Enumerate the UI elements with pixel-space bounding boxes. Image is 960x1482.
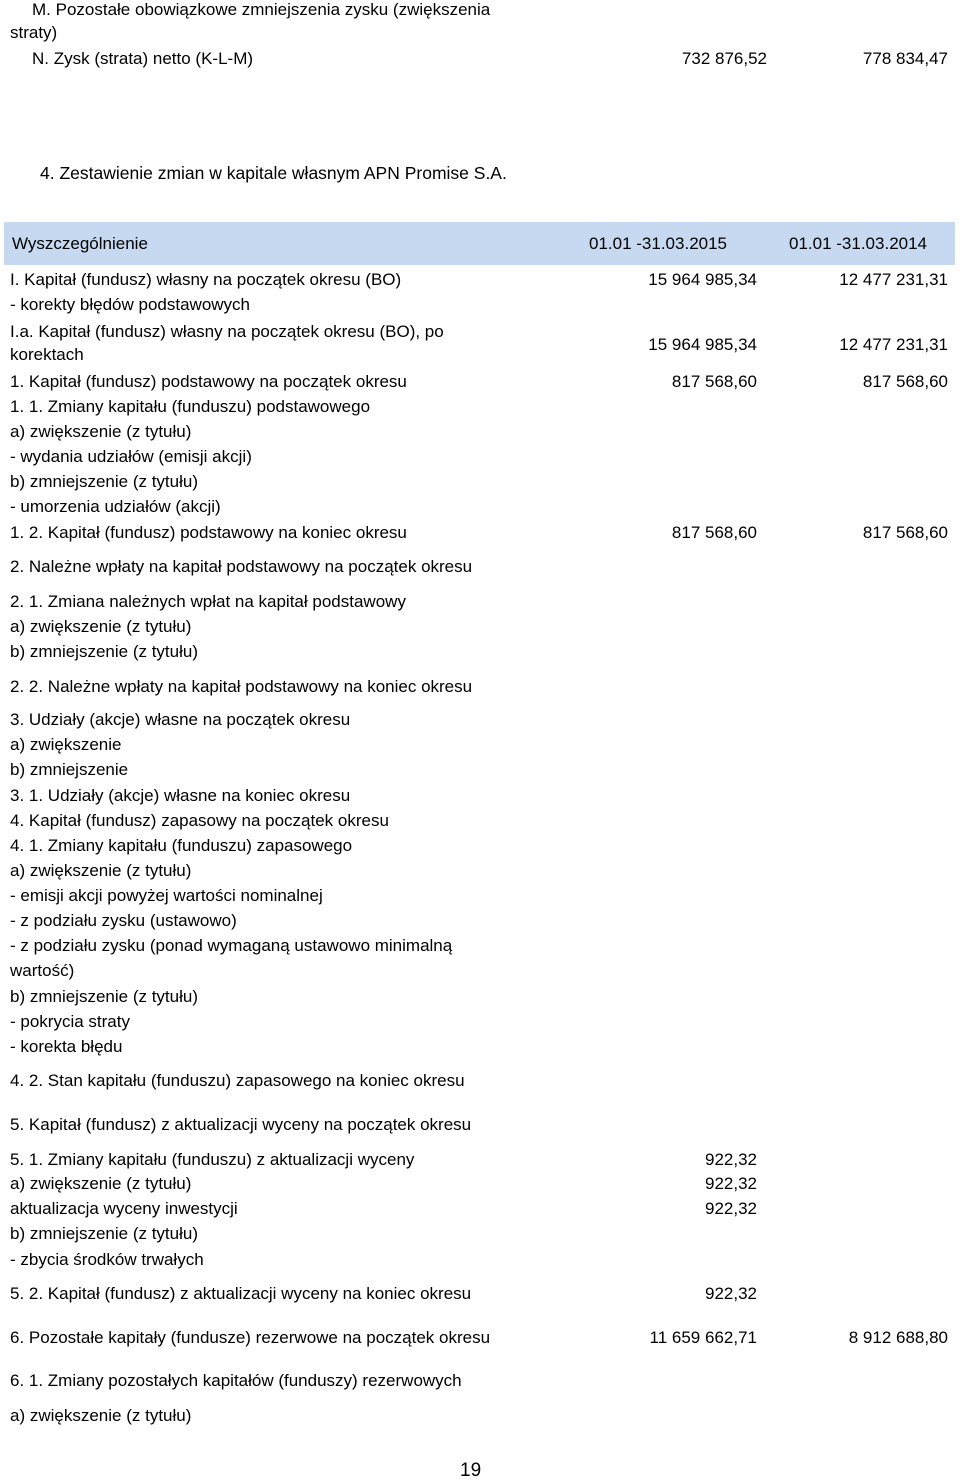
row-label: - korekta błędu: [10, 1037, 123, 1056]
row-label: 5. Kapitał (fundusz) z aktualizacji wyceny na początek okresu: [10, 1115, 472, 1134]
row-label: korektach: [10, 345, 84, 364]
row-label: 2. 1. Zmiana należnych wpłat na kapitał podstawowy: [10, 592, 406, 611]
net-profit-2015: 732 876,52: [681, 49, 767, 68]
row-label: a) zwiększenie (z tytułu): [10, 617, 192, 636]
header-col-2014: 01.01 -31.03.2014: [789, 234, 928, 253]
row-label: b) zmniejszenie (z tytułu): [10, 642, 199, 661]
row-label: 5. 2. Kapitał (fundusz) z aktualizacji wyceny na koniec okresu: [10, 1284, 472, 1303]
row-label: b) zmniejszenie (z tytułu): [10, 1224, 199, 1243]
row-label: 2. Należne wpłaty na kapitał podstawowy na początek okresu: [10, 557, 473, 576]
header-label: Wyszczególnienie: [12, 234, 148, 253]
line-m-label-cont: straty): [10, 23, 58, 42]
value-2015: 922,32: [705, 1199, 757, 1218]
value-2014: 12 477 231,31: [839, 270, 948, 289]
row-label: - z podziału zysku (ponad wymaganą ustawowo minimalną: [10, 936, 453, 955]
value-2014: 8 912 688,80: [848, 1328, 948, 1347]
value-2015: 15 964 985,34: [648, 335, 757, 354]
row-label: - pokrycia straty: [10, 1012, 130, 1031]
row-label: 4. Kapitał (fundusz) zapasowy na początek okresu: [10, 811, 389, 830]
row-label: - z podziału zysku (ustawowo): [10, 911, 237, 930]
row-label: a) zwiększenie (z tytułu): [10, 422, 192, 441]
row-label: I.a. Kapitał (fundusz) własny na początek okresu (BO), po: [10, 322, 444, 341]
row-label: 5. 1. Zmiany kapitału (funduszu) z aktualizacji wyceny: [10, 1150, 415, 1169]
value-2015: 817 568,60: [671, 523, 757, 542]
row-label: 3. 1. Udziały (akcje) własne na koniec okresu: [10, 786, 351, 805]
row-label: b) zmniejszenie (z tytułu): [10, 472, 199, 491]
row-label: 1. Kapitał (fundusz) podstawowy na początek okresu: [10, 372, 407, 391]
row-label: a) zwiększenie (z tytułu): [10, 1174, 192, 1193]
net-profit-label: N. Zysk (strata) netto (K-L-M): [32, 49, 254, 68]
row-label: aktualizacja wyceny inwestycji: [10, 1199, 238, 1218]
row-label: I. Kapitał (fundusz) własny na początek okresu (BO): [10, 270, 402, 289]
row-label: 1. 1. Zmiany kapitału (funduszu) podstawowego: [10, 397, 371, 416]
page-number: 19: [460, 1460, 482, 1481]
line-m-label: M. Pozostałe obowiązkowe zmniejszenia zysku (zwiększenia: [32, 0, 491, 19]
value-2014: 817 568,60: [862, 523, 948, 542]
net-profit-2014: 778 834,47: [862, 49, 948, 68]
row-label: - umorzenia udziałów (akcji): [10, 497, 221, 516]
row-label: 4. 2. Stan kapitału (funduszu) zapasowego na koniec okresu: [10, 1071, 465, 1090]
row-label: a) zwiększenie (z tytułu): [10, 861, 192, 880]
row-label: 3. Udziały (akcje) własne na początek okresu: [10, 710, 351, 729]
row-label: - zbycia środków trwałych: [10, 1250, 204, 1269]
value-2015: 11 659 662,71: [649, 1328, 757, 1347]
value-2015: 922,32: [705, 1174, 757, 1193]
row-label: - wydania udziałów (emisji akcji): [10, 447, 252, 466]
row-label: - korekty błędów podstawowych: [10, 295, 251, 314]
row-label: 2. 2. Należne wpłaty na kapitał podstawowy na koniec okresu: [10, 677, 473, 696]
table-header: [4, 222, 955, 265]
row-label: 1. 2. Kapitał (fundusz) podstawowy na koniec okresu: [10, 523, 407, 542]
value-2015: 922,32: [705, 1150, 757, 1169]
row-label: - emisji akcji powyżej wartości nominalnej: [10, 886, 323, 905]
row-label: 6. 1. Zmiany pozostałych kapitałów (funduszy) rezerwowych: [10, 1371, 462, 1390]
row-label: 6. Pozostałe kapitały (fundusze) rezerwowe na początek okresu: [10, 1328, 491, 1347]
row-label: b) zmniejszenie (z tytułu): [10, 987, 199, 1006]
value-2014: 12 477 231,31: [839, 335, 948, 354]
value-2015: 817 568,60: [671, 372, 757, 391]
section-heading: 4. Zestawienie zmian w kapitale własnym APN Promise S.A.: [40, 163, 507, 183]
row-label: wartość): [10, 961, 75, 980]
row-label: b) zmniejszenie: [10, 760, 129, 779]
value-2015: 922,32: [705, 1284, 757, 1303]
row-label: a) zwiększenie (z tytułu): [10, 1406, 192, 1425]
value-2015: 15 964 985,34: [648, 270, 757, 289]
row-label: 4. 1. Zmiany kapitału (funduszu) zapasowego: [10, 836, 353, 855]
header-col-2015: 01.01 -31.03.2015: [589, 234, 728, 253]
value-2014: 817 568,60: [862, 372, 948, 391]
row-label: a) zwiększenie: [10, 735, 122, 754]
